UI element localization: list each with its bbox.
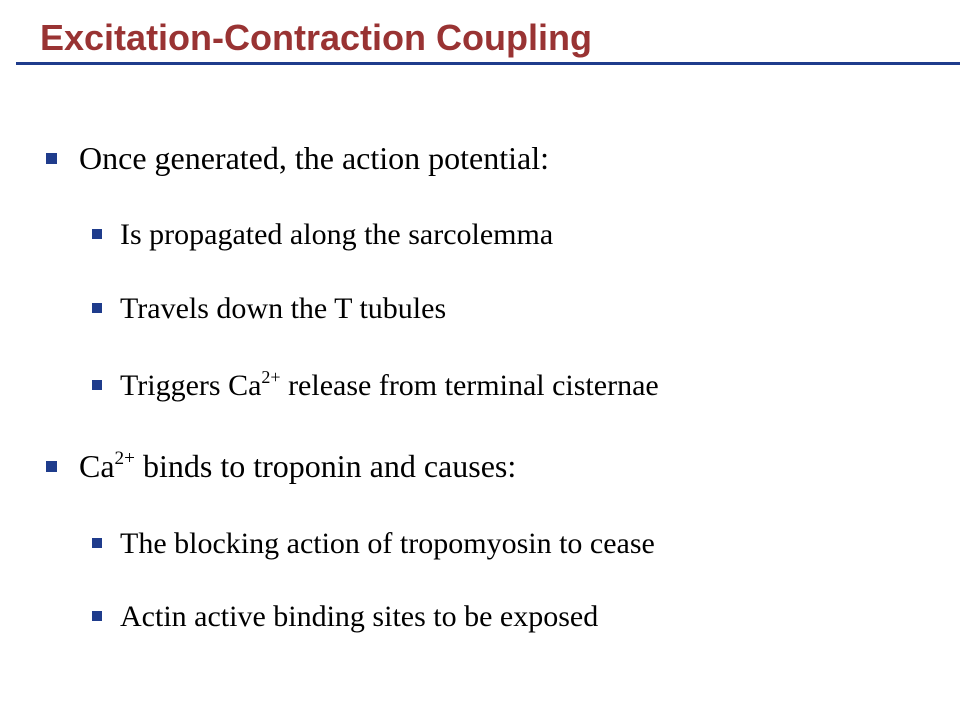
square-bullet-icon	[46, 153, 57, 164]
sub-bullet-tropomyosin	[92, 525, 655, 563]
sub-bullet-text-post: release from terminal cisternae	[280, 369, 659, 402]
bullet-text: Once generated, the action potential:	[79, 140, 550, 176]
superscript-charge: 2+	[114, 448, 135, 470]
sub-bullet-sarcolemma	[92, 216, 553, 254]
sub-bullet-text: Is propagated along the sarcolemma	[120, 218, 554, 251]
sub-bullet-text: Actin active binding sites to be exposed	[120, 600, 599, 633]
bullet-calcium-binds	[46, 446, 516, 486]
sub-bullet-text-pre: Triggers Ca	[120, 369, 262, 402]
bullet-action-potential	[46, 138, 549, 178]
sub-bullet-t-tubules	[92, 290, 446, 328]
square-bullet-icon	[92, 229, 102, 239]
bullet-text-post: binds to troponin and causes:	[134, 448, 517, 484]
square-bullet-icon	[46, 461, 57, 472]
sub-bullet-actin-sites	[92, 598, 598, 636]
square-bullet-icon	[92, 611, 102, 621]
square-bullet-icon	[92, 538, 102, 548]
square-bullet-icon	[92, 303, 102, 313]
bullet-text-pre: Ca	[79, 448, 115, 484]
slide-title: Excitation-Contraction Coupling	[40, 17, 592, 58]
sub-bullet-calcium-release	[92, 367, 659, 405]
square-bullet-icon	[92, 380, 102, 390]
sub-bullet-text: The blocking action of tropomyosin to cease	[120, 527, 655, 560]
superscript-charge: 2+	[261, 367, 281, 388]
sub-bullet-text: Travels down the T tubules	[120, 292, 447, 325]
